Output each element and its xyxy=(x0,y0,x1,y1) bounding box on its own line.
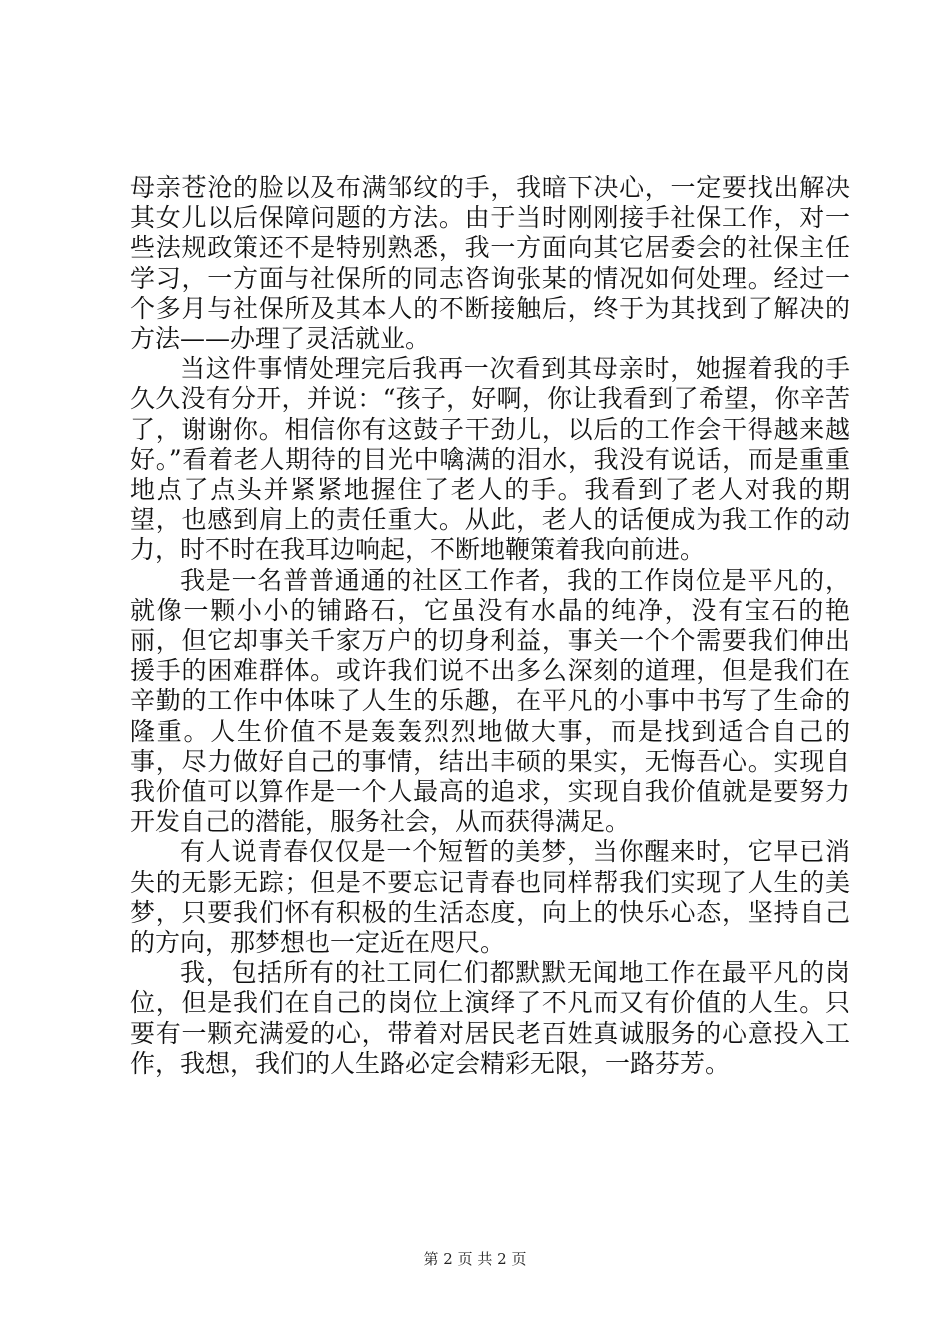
paragraph-5: 我，包括所有的社工同仁们都默默无闻地工作在最平凡的岗位，但是我们在自己的岗位上演绎了不凡而又有价值的人生。只要有一颗充满爱的心，带着对居民老百姓真诚服务的心意投入工作，我想，我们的人生路必定会精彩无限，一路芬芳。 xyxy=(130,958,850,1078)
paragraph-3: 我是一名普普通通的社区工作者，我的工作岗位是平凡的，就像一颗小小的铺路石，它虽没有水晶的纯净，没有宝石的艳丽，但它却事关千家万户的切身利益，事关一个个需要我们伸出援手的困难群体。或许我们说不出多么深刻的道理，但是我们在辛勤的工作中体味了人生的乐趣，在平凡的小事中书写了生命的隆重。人生价值不是轰轰烈烈地做大事，而是找到适合自己的事，尽力做好自己的事情，结出丰硕的果实，无悔吾心。实现自我价值可以算作是一个人最高的追求，实现自我价值就是要努力开发自己的潜能，服务社会，从而获得满足。 xyxy=(130,565,850,837)
page-footer: 第 2 页 共 2 页 xyxy=(423,1250,527,1268)
paragraph-2: 当这件事情处理完后我再一次看到其母亲时，她握着我的手久久没有分开，并说：“孩子，好啊，你让我看到了希望，你辛苦了，谢谢你。相信你有这鼓子干劲儿，以后的工作会干得越来越好。”看着老人期待的目光中噙满的泪水，我没有说话，而是重重地点了点头并紧紧地握住了老人的手。我看到了老人对我的期望，也感到肩上的责任重大。从此，老人的话便成为我工作的动力，时不时在我耳边响起，不断地鞭策着我向前进。 xyxy=(130,354,850,565)
paragraph-1: 母亲苍沧的脸以及布满邹纹的手，我暗下决心，一定要找出解决其女儿以后保障问题的方法。由于当时刚刚接手社保工作，对一些法规政策还不是特别熟悉，我一方面向其它居委会的社保主任学习，一方面与社保所的同志咨询张某的情况如何处理。经过一个多月与社保所及其本人的不断接触后，终于为其找到了解决的方法——办理了灵活就业。 xyxy=(130,173,850,354)
paragraph-4: 有人说青春仅仅是一个短暂的美梦，当你醒来时，它早已消失的无影无踪；但是不要忘记青春也同样帮我们实现了人生的美梦，只要我们怀有积极的生活态度，向上的快乐心态，坚持自己的方向，那梦想也一定近在咫尺。 xyxy=(130,837,850,958)
body-text xyxy=(130,173,850,1079)
